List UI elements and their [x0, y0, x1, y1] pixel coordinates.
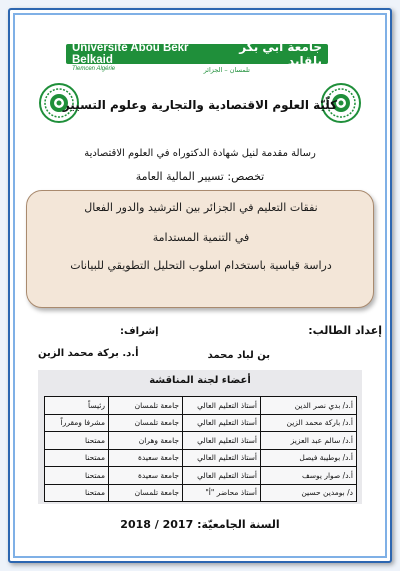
specialty: تخصص: تسيير المالية العامة — [135, 170, 265, 183]
jury-member-name: أ.د/ صوار يوسف — [261, 467, 357, 485]
jury-member-role: ممتحنا — [45, 449, 109, 467]
jury-row — [45, 432, 357, 450]
thesis-title-line-3: دراسة قياسية باستخدام اسلوب التحليل التطويقي للبيانات — [70, 259, 332, 272]
academic-year: السنة الجامعيّة: 2017 / 2018 — [120, 518, 280, 531]
jury-member-role: ممتحنا — [45, 432, 109, 450]
jury-row — [45, 467, 357, 485]
thesis-title-line-1: نفقات التعليم في الجزائر بين الترشيد والدور الفعال — [84, 201, 318, 214]
jury-member-rank: أستاذ التعليم العالي — [183, 397, 261, 415]
jury-row — [45, 397, 357, 415]
jury-member-rank: أستاذ التعليم العالي — [183, 432, 261, 450]
faculty-name: كلّيّة العلوم الاقتصادية والتجارية وعلوم التسيير — [62, 98, 338, 112]
jury-member-rank: أستاذ التعليم العالي — [183, 449, 261, 467]
jury-member-role: ممتحنا — [45, 484, 109, 502]
jury-member-university: جامعة وهران — [109, 432, 183, 450]
supervisor-name: أ.د. بركة محمد الزين — [38, 348, 139, 359]
jury-member-name: أ.د/ سالم عبد العزيز — [261, 432, 357, 450]
jury-table — [44, 396, 357, 502]
university-name-fr: Université Abou Bekr Belkaid — [72, 42, 189, 66]
student-name: بن لباد محمد — [207, 350, 270, 361]
jury-member-name: د/ بومدين حسين — [261, 484, 357, 502]
jury-member-rank: أستاذ محاضر "أ" — [183, 484, 261, 502]
jury-title: أعضاء لجنة المناقشة — [149, 375, 251, 386]
city-fr: Tlemcen Algérie — [72, 66, 116, 72]
jury-member-name: أ.د/ بدي نصر الدين — [261, 397, 357, 415]
jury-member-rank: أستاذ التعليم العالي — [183, 414, 261, 432]
jury-member-rank: أستاذ التعليم العالي — [183, 467, 261, 485]
jury-member-university: جامعة سعيدة — [109, 449, 183, 467]
thesis-title-line-2: في التنمية المستدامة — [152, 231, 250, 244]
jury-member-university: جامعة سعيدة — [109, 467, 183, 485]
thesis-type: رسالة مقدمة لنيل شهادة الدكتوراه في العلوم الاقتصادية — [84, 148, 316, 159]
jury-member-university: جامعة تلمسان — [109, 414, 183, 432]
jury-row — [45, 484, 357, 502]
jury-row — [45, 449, 357, 467]
jury-member-university: جامعة تلمسان — [109, 397, 183, 415]
university-banner — [66, 40, 328, 68]
jury-member-role: ممتحنا — [45, 467, 109, 485]
jury-member-name: أ.د/ بوطيبة فيصل — [261, 449, 357, 467]
jury-section — [38, 370, 362, 504]
prepared-by-label: إعداد الطالب: — [308, 324, 382, 337]
jury-member-name: أ.د/ باركة محمد الزين — [261, 414, 357, 432]
jury-member-university: جامعة تلمسان — [109, 484, 183, 502]
university-name-ar: جامعة أبي بكر بلقايد — [239, 40, 322, 68]
jury-member-role: رئيساً — [45, 397, 109, 415]
supervisor-label: إشراف: — [120, 326, 159, 337]
jury-member-role: مشرفا ومقرراً — [45, 414, 109, 432]
thesis-title-box — [26, 190, 374, 308]
jury-row — [45, 414, 357, 432]
city-ar: تلمسان – الجزائر — [203, 66, 250, 74]
